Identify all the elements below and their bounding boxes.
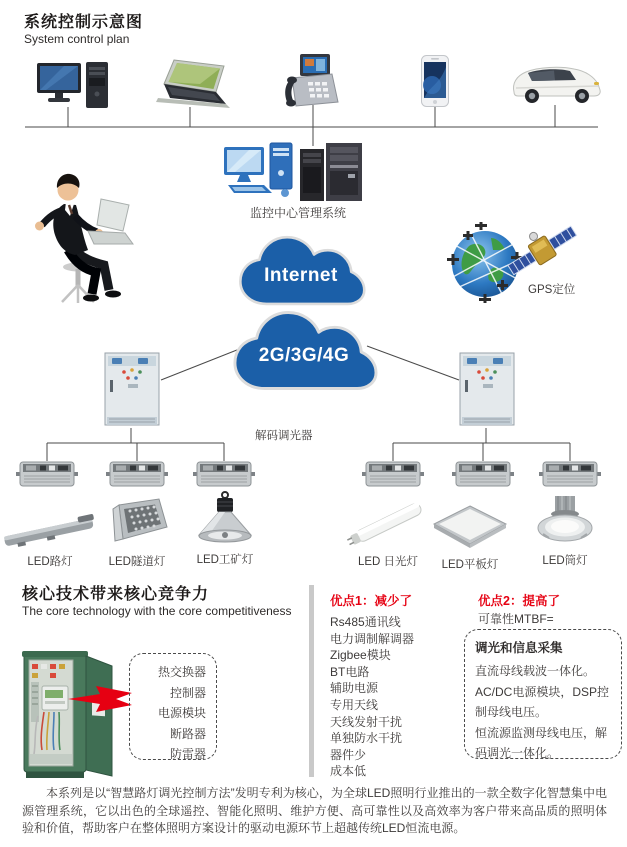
advantage2-heading: 优点2：提高了 bbox=[478, 594, 560, 608]
advantage1-item: 电力调制解调器 bbox=[330, 631, 415, 646]
page-title: 系统控制示意图 bbox=[24, 14, 144, 31]
cabinet-part-item: 防雷器 bbox=[169, 747, 206, 762]
desk-phone-icon bbox=[280, 52, 342, 110]
section-divider bbox=[309, 585, 314, 777]
advantage1-item: 单独防水干扰 bbox=[330, 731, 403, 746]
dimmer-icon bbox=[106, 460, 168, 490]
lamp-tube: LED 日光灯 bbox=[338, 495, 438, 569]
advantage1-item: 天线发射干扰 bbox=[330, 714, 403, 729]
cabinet-parts-list bbox=[130, 662, 206, 765]
dimmer-icon bbox=[362, 460, 424, 490]
decoder-label: 解码调光器 bbox=[255, 430, 313, 442]
laptop-icon bbox=[152, 58, 234, 110]
dimming-info-lines bbox=[475, 661, 611, 764]
cellular-cloud-label: 2G/3G/4G bbox=[258, 345, 350, 366]
control-cabinet-right-icon bbox=[459, 352, 515, 429]
advantage1-heading: 优点1：减少了 bbox=[330, 594, 412, 608]
car-icon bbox=[508, 58, 604, 106]
street-lamp-icon bbox=[0, 495, 100, 549]
page-subtitle: System control plan bbox=[24, 32, 130, 46]
lamp-street: LED路灯 bbox=[0, 495, 100, 569]
satellite-icon bbox=[503, 220, 581, 280]
highbay-lamp-icon bbox=[175, 493, 275, 547]
advantage1-item: 器件少 bbox=[330, 747, 367, 762]
dimmer-icon bbox=[539, 460, 601, 490]
dimming-info-box bbox=[464, 629, 622, 759]
monitoring-computer-icon bbox=[222, 141, 372, 203]
advantage1-item: 专用天线 bbox=[330, 697, 379, 712]
advantage1-item: Zigbee模块 bbox=[330, 648, 391, 663]
gps-label: GPS定位 bbox=[528, 284, 576, 296]
cabinet-part-item: 电源模块 bbox=[157, 706, 206, 721]
cabinet-part-item: 控制器 bbox=[169, 685, 206, 700]
advantage1-item: Rs485通讯线 bbox=[330, 615, 401, 629]
dimming-info-line: 直流母线载波一体化。 bbox=[475, 664, 596, 678]
internet-cloud-label: Internet bbox=[264, 265, 338, 286]
footer-paragraph: 本系列是以“智慧路灯调光控制方法”发明专利为核心，为全球LED照明行业推出的一款全数字化智慧集中电源管理系统，它以出色的全球遥控、智能化照明、维护方便、高可靠性以及高效率为客户带来高品质的照明体验和价值，帮助客户在整体照明方案设计的驱动电源环节上超越传统LED恒流电源。 bbox=[22, 786, 607, 835]
cabinet-parts-box bbox=[129, 653, 217, 760]
advantage1-item: 成本低 bbox=[330, 764, 367, 779]
red-arrow-icon bbox=[58, 682, 136, 718]
cabinet-part-item: 断路器 bbox=[169, 726, 206, 741]
dimming-info-line: AC/DC电源模块，DSP控制母线电压。 bbox=[475, 684, 610, 719]
cabinet-part-item: 热交换器 bbox=[157, 665, 206, 679]
tunnel-lamp-icon bbox=[87, 495, 187, 549]
lamp-panel: LED平板灯 bbox=[420, 498, 520, 572]
core-subtitle: The core technology with the core competitiveness bbox=[22, 604, 292, 618]
desktop-computer-icon bbox=[36, 62, 112, 114]
businessman-icon bbox=[12, 170, 157, 305]
smartphone-icon bbox=[421, 55, 449, 107]
core-title: 核心技术带来核心竞争力 bbox=[22, 586, 210, 603]
monitoring-label: 监控中心管理系统 bbox=[249, 206, 346, 220]
dimmer-icon bbox=[452, 460, 514, 490]
dimmer-icon bbox=[16, 460, 78, 490]
advantage1-list bbox=[330, 614, 472, 780]
dimming-info-line: 恒流源监测母线电压，解码调光一体化。 bbox=[475, 725, 608, 760]
cellular-cloud bbox=[230, 305, 378, 397]
lamp-tunnel: LED隧道灯 bbox=[87, 495, 187, 569]
internet-cloud bbox=[236, 231, 366, 311]
downlight-lamp-icon bbox=[515, 494, 615, 548]
advantage2-column bbox=[478, 591, 624, 628]
advantage1-item: BT电路 bbox=[330, 664, 370, 679]
advantage1-column bbox=[330, 591, 472, 780]
control-cabinet-left-icon bbox=[104, 352, 160, 429]
advantage2-sub: 可靠性MTBF= bbox=[478, 612, 554, 626]
panel-lamp-icon bbox=[420, 498, 520, 552]
lamp-highbay: LED工矿灯 bbox=[175, 493, 275, 567]
advantage1-item: 辅助电源 bbox=[330, 681, 379, 696]
lamp-downlight: LED筒灯 bbox=[515, 494, 615, 568]
dimming-info-title: 调光和信息采集 bbox=[475, 641, 563, 655]
dimmer-icon bbox=[193, 460, 255, 490]
